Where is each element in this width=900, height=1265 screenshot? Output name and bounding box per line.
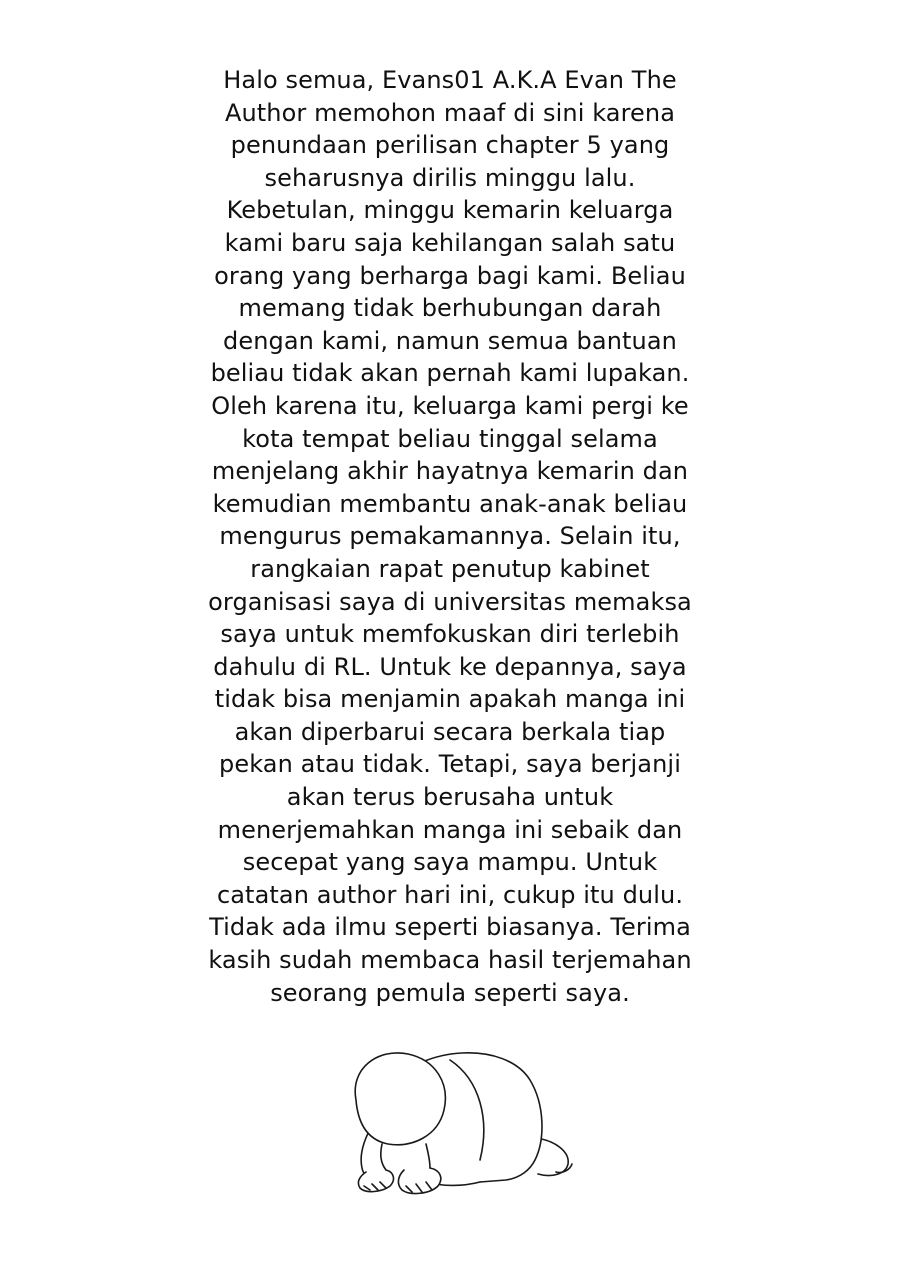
author-note: [150, 64, 750, 1009]
note-line-3: penundaan perilisan chapter 5 yang: [230, 131, 670, 160]
note-line-27: Tidak ada ilmu seperti biasanya. Terima: [209, 913, 691, 942]
note-line-19: dahulu di RL. Untuk ke depannya, saya: [213, 652, 687, 681]
note-line-6: kami baru saja kehilangan salah satu: [224, 228, 676, 257]
note-line-4: seharusnya dirilis minggu lalu.: [264, 163, 636, 192]
note-line-24: menerjemahkan manga ini sebaik dan: [217, 815, 683, 844]
note-line-21: akan diperbarui secara berkala tiap: [234, 717, 666, 746]
note-line-29: seorang pemula seperti saya.: [270, 978, 630, 1007]
note-line-11: Oleh karena itu, keluarga kami pergi ke: [211, 391, 689, 420]
note-line-2: Author memohon maaf di sini karena: [224, 98, 676, 127]
note-line-9: dengan kami, namun semua bantuan: [223, 326, 677, 355]
note-line-20: tidak bisa menjamin apakah manga ini: [214, 685, 686, 714]
note-line-25: secepat yang saya mampu. Untuk: [242, 848, 658, 877]
note-line-26: catatan author hari ini, cukup itu dulu.: [216, 880, 684, 909]
note-line-12: kota tempat beliau tinggal selama: [242, 424, 658, 453]
note-line-28: kasih sudah membaca hasil terjemahan: [208, 946, 692, 975]
note-line-10: beliau tidak akan pernah kami lupakan.: [210, 359, 690, 388]
bowing-figure-icon: [330, 1040, 590, 1210]
note-line-5: Kebetulan, minggu kemarin keluarga: [226, 196, 674, 225]
note-line-13: menjelang akhir hayatnya kemarin dan: [211, 457, 689, 486]
note-line-7: orang yang berharga bagi kami. Beliau: [214, 261, 686, 290]
note-line-1: Halo semua, Evans01 A.K.A Evan The: [223, 66, 677, 94]
note-line-17: organisasi saya di universitas memaksa: [208, 587, 692, 616]
note-line-8: memang tidak berhubungan darah: [238, 294, 662, 323]
note-line-23: akan terus berusaha untuk: [286, 783, 614, 812]
note-line-18: saya untuk memfokuskan diri terlebih: [220, 620, 680, 649]
note-line-14: kemudian membantu anak-anak beliau: [212, 489, 688, 518]
note-line-15: mengurus pemakamannya. Selain itu,: [219, 522, 681, 551]
note-line-16: rangkaian rapat penutup kabinet: [250, 554, 650, 583]
note-line-22: pekan atau tidak. Tetapi, saya berjanji: [219, 750, 681, 779]
